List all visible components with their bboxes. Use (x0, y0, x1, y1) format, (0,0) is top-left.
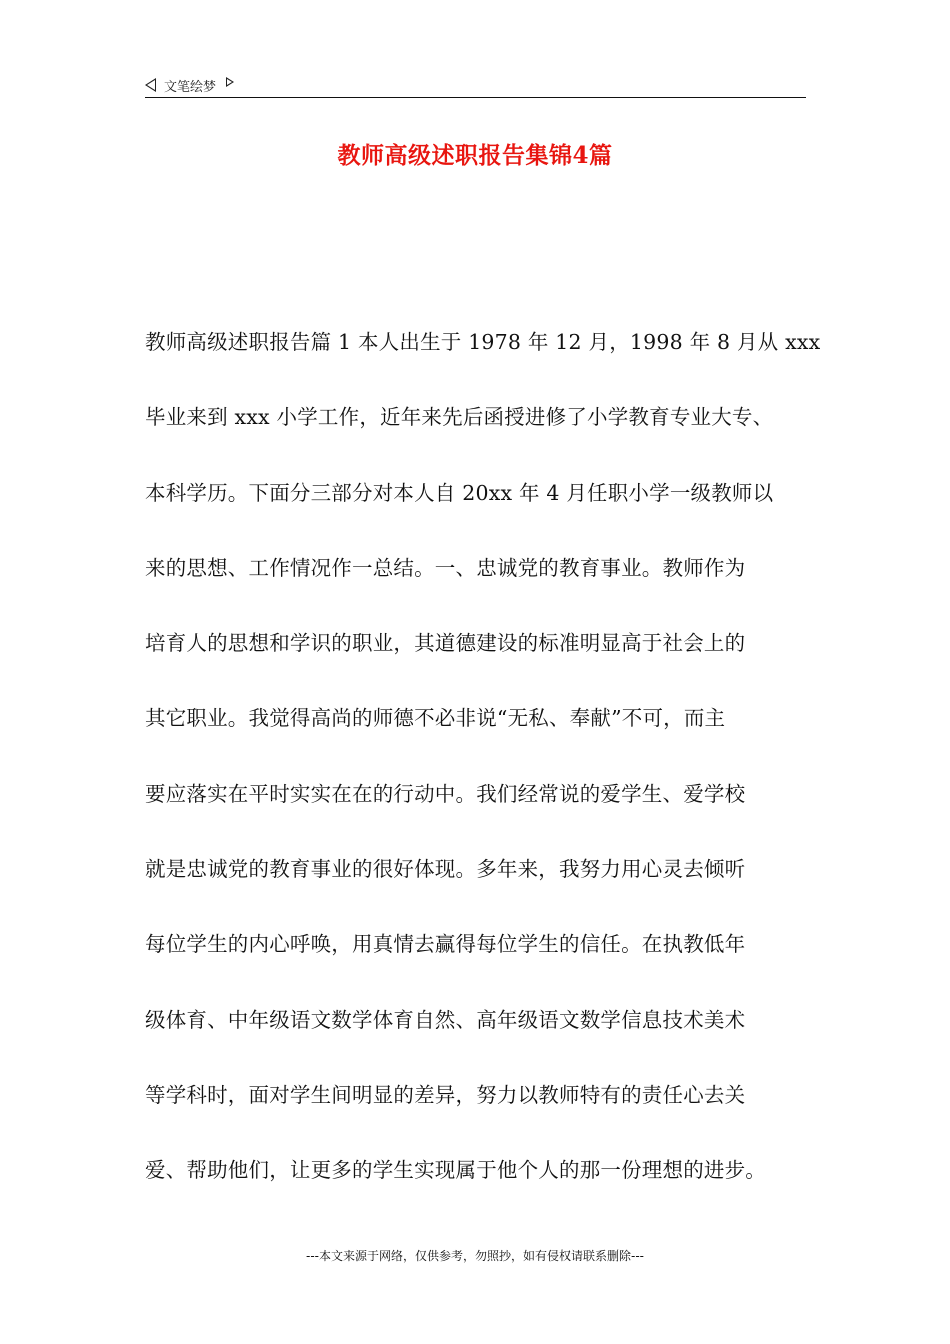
body-line: 就是忠诚党的教育事业的很好体现。多年来，我努力用心灵去倾听 (145, 857, 746, 882)
body-line: 毕业来到 xxx 小学工作，近年来先后函授进修了小学教育专业大专、 (145, 405, 774, 430)
body-line: 教师高级述职报告篇 1 本人出生于 1978 年 12 月，1998 年 8 月从 xxx (145, 330, 821, 354)
document-title: 教师高级述职报告集锦4篇 (337, 142, 613, 169)
body-line: 本科学历。下面分三部分对本人自 20xx 年 4 月任职小学一级教师以 (145, 480, 774, 505)
footer-disclaimer: ---本文来源于网络，仅供参考，勿照抄，如有侵权请联系删除--- (306, 1249, 644, 1263)
body-line: 等学科时，面对学生间明显的差异，努力以教师特有的责任心去关 (145, 1082, 746, 1107)
body-line: 培育人的思想和学识的职业，其道德建设的标准明显高于社会上的 (145, 631, 746, 656)
body-line: 要应落实在平时实实在在的行动中。我们经常说的爱学生、爱学校 (145, 781, 746, 806)
body-line: 爱、帮助他们，让更多的学生实现属于他个人的那一份理想的进步。 (145, 1158, 766, 1183)
body-line: 其它职业。我觉得高尚的师德不必非说“无私、奉献”不可，而主 (145, 706, 726, 731)
body-line: 每位学生的内心呼唤，用真情去赢得每位学生的信任。在执教低年 (145, 932, 746, 957)
page-header (145, 74, 806, 96)
header-divider (145, 97, 806, 98)
document-body (145, 322, 825, 1226)
brand-label: 文笔绘梦 (164, 79, 217, 95)
triangle-right-outline-icon (226, 77, 234, 87)
body-line: 来的思想、工作情况作一总结。一、忠诚党的教育事业。教师作为 (145, 555, 746, 580)
body-line: 级体育、中年级语文数学体育自然、高年级语文数学信息技术美术 (145, 1007, 746, 1032)
triangle-left-outline-icon (145, 78, 156, 92)
